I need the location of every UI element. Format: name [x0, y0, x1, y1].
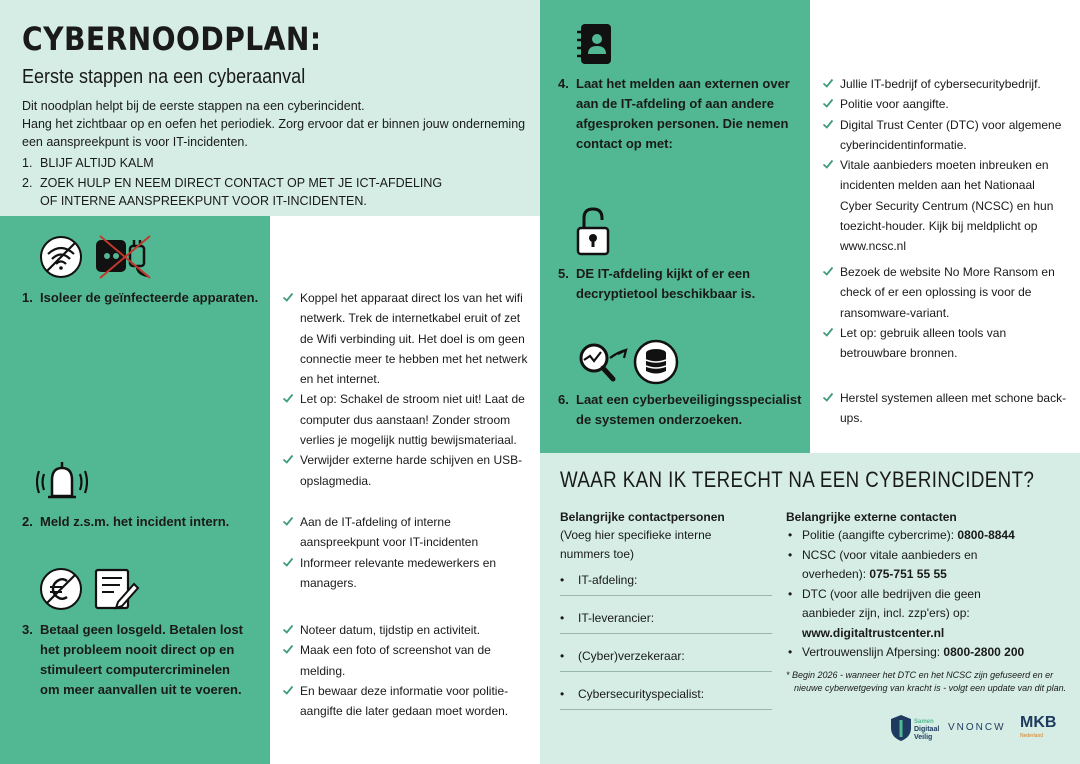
list-item: Koppel het apparaat direct los van het wifi netwerk. Trek de internetkabel eruit of zet de Wifi verbinding uit. Het doel is om geen connectie meer te hebben met het netwerk en het internet.	[280, 288, 530, 389]
page-subtitle: Eerste stappen na een cyberaanval	[22, 66, 306, 88]
step-title-line: stimuleert computercriminelen	[40, 662, 230, 677]
step-number: 3.	[22, 622, 33, 637]
bullet-icon: •	[560, 687, 565, 701]
check-icon	[282, 515, 294, 527]
step-2-checklist	[280, 512, 530, 593]
check-icon	[282, 643, 294, 655]
no-wifi-icon	[38, 234, 84, 280]
step-title: Isoleer de geïnfecteerde apparaten.	[40, 290, 259, 305]
step-3-checklist	[280, 620, 530, 721]
rule-stay-calm	[22, 154, 154, 172]
step-title: DE IT-afdeling kijkt of er een	[576, 266, 751, 281]
step-title-line: decryptietool beschikbaar is.	[576, 286, 756, 301]
list-item: Jullie IT-bedrijf of cybersecuritybedrijf.	[820, 74, 1070, 94]
step-number: 2.	[22, 514, 33, 529]
mkb-nederland-logo: MKB Nederland	[1020, 714, 1057, 739]
external-contacts-title: Belangrijke externe contacten	[786, 510, 957, 524]
step-6-checklist	[820, 388, 1070, 429]
intro-line-2: Hang het zichtbaar op en oefen het periodiek. Zorg ervoor dat er binnen jouw onderneming	[22, 117, 526, 131]
list-item: Maak een foto of screenshot van de melding.	[280, 640, 530, 681]
check-icon	[822, 158, 834, 170]
list-item: Verwijder externe harde schijven en USB-opslagmedia.	[280, 450, 530, 491]
list-item: Politie voor aangifte.	[820, 94, 1070, 114]
step-3-heading	[22, 620, 267, 700]
check-icon	[282, 392, 294, 404]
step-5-checklist	[820, 262, 1070, 363]
check-icon	[822, 326, 834, 338]
internal-contacts-title: Belangrijke contactpersonen	[560, 510, 725, 524]
magnifier-analysis-icon	[574, 338, 628, 384]
step-number: 4.	[558, 76, 569, 91]
bullet-icon: •	[560, 573, 565, 587]
step-title-line: de systemen onderzoeken.	[576, 412, 743, 427]
intro-text	[22, 97, 532, 151]
step-number: 5.	[558, 266, 569, 281]
step-5-heading	[558, 264, 803, 304]
dtc-website-link[interactable]: www.digitaltrustcenter.nl	[802, 625, 945, 640]
contact-line-it-supplier[interactable]: • IT-leverancier:	[560, 596, 772, 634]
internal-contacts-note: (Voeg hier specifieke interne	[560, 528, 712, 542]
check-icon	[282, 623, 294, 635]
list-item: Aan de IT-afdeling of interne aanspreekpunt voor IT-incidenten	[280, 512, 530, 553]
contact-line-it-department[interactable]: • IT-afdeling:	[560, 564, 772, 596]
check-icon	[822, 391, 834, 403]
step-title: Betaal geen losgeld. Betalen lost	[40, 622, 243, 637]
step-title-line: aan de IT-afdeling of aan andere	[576, 96, 774, 111]
step-title-line: contact op met:	[576, 136, 673, 151]
check-icon	[822, 97, 834, 109]
check-icon	[822, 118, 834, 130]
database-restore-icon	[632, 338, 680, 386]
step-4-checklist	[820, 74, 1070, 257]
shield-icon	[890, 714, 912, 742]
step-1-checklist	[280, 288, 530, 491]
internal-contacts	[560, 508, 772, 710]
step-4-heading	[558, 74, 803, 154]
step-6-heading	[558, 390, 803, 430]
unplug-icon	[94, 232, 154, 280]
list-item: • NCSC (voor vitale aanbieders en overheden): 075-751 55 55	[786, 546, 1076, 585]
note-writing-icon	[94, 566, 140, 612]
list-item: • DTC (voor alle bedrijven die geen aanbieder zijn, incl. zzp'ers) op: www.digitaltrustcenter.nl	[786, 585, 1076, 644]
check-icon	[282, 291, 294, 303]
internal-contacts-note: nummers toe)	[560, 547, 635, 561]
list-item: • Vertrouwenslijn Afpersing: 0800-2800 200	[786, 643, 1076, 663]
list-item: Informeer relevante medewerkers en managers.	[280, 553, 530, 594]
step-number: 1.	[22, 290, 33, 305]
rule-seek-help	[22, 174, 442, 210]
alarm-bell-icon	[36, 458, 88, 506]
step-2-heading	[22, 512, 267, 532]
step-title: Laat een cyberbeveiligingsspecialist	[576, 392, 802, 407]
step-title-line: om meer aanvallen uit te voeren.	[40, 682, 242, 697]
step-title: Laat het melden aan externen over	[576, 76, 790, 91]
check-icon	[282, 556, 294, 568]
list-item: Herstel systemen alleen met schone back-ups.	[820, 388, 1070, 429]
list-item: • Politie (aangifte cybercrime): 0800-8844	[786, 526, 1076, 546]
vno-ncw-logo: VNONCW	[948, 722, 1006, 733]
list-item: Digital Trust Center (DTC) voor algemene cyberincidentinformatie.	[820, 115, 1070, 156]
list-item: Let op: gebruik alleen tools van betrouwbare bronnen.	[820, 323, 1070, 364]
ncsc-phone: 075-751 55 55	[869, 567, 947, 581]
external-contacts	[786, 508, 1076, 695]
step-title: Meld z.s.m. het incident intern.	[40, 514, 230, 529]
rule-number: 2.	[22, 176, 33, 190]
step-1-heading	[22, 288, 267, 308]
rule-number: 1.	[22, 156, 33, 170]
external-contacts-list	[786, 526, 1076, 663]
list-item: En bewaar deze informatie voor politie-aangifte die later gedaan moet worden.	[280, 681, 530, 722]
intro-line-3: een aanspreekpunt is voor IT-incidenten.	[22, 135, 248, 149]
extortion-phone: 0800-2800 200	[943, 645, 1025, 659]
list-item: Noteer datum, tijdstip en activiteit.	[280, 620, 530, 640]
unlocked-padlock-icon	[576, 206, 610, 256]
check-icon	[282, 453, 294, 465]
police-phone: 0800-8844	[957, 528, 1015, 542]
where-heading: WAAR KAN IK TERECHT NA EEN CYBERINCIDENT?	[560, 467, 1035, 492]
rule-text: ZOEK HULP EN NEEM DIRECT CONTACT OP MET JE ICT-AFDELING	[40, 176, 443, 190]
footnote: * Begin 2026 - wanneer het DTC en het NCSC zijn gefuseerd en er nieuwe cyberwetgeving van kracht is - volgt een update van dit plan.	[786, 669, 1067, 693]
check-icon	[822, 77, 834, 89]
samen-digitaal-veilig-logo: Samen Digitaal Veilig	[890, 714, 940, 744]
rule-text-continued: OF INTERNE AANSPREEKPUNT VOOR IT-INCIDENTEN.	[40, 194, 367, 208]
bullet-icon: •	[560, 649, 565, 663]
check-icon	[282, 684, 294, 696]
check-icon	[822, 265, 834, 277]
rule-text: BLIJF ALTIJD KALM	[40, 156, 154, 170]
step-title-line: afgesproken personen. Die nemen	[576, 116, 789, 131]
bullet-icon: •	[560, 611, 565, 625]
no-euro-icon	[38, 566, 84, 612]
step-number: 6.	[558, 392, 569, 407]
list-item: Bezoek de website No More Ransom en check of er een oplossing is voor de ransomware-variant.	[820, 262, 1070, 323]
intro-line-1: Dit noodplan helpt bij de eerste stappen na een cyberincident.	[22, 99, 365, 113]
page-title: CYBERNOODPLAN:	[22, 20, 322, 58]
contact-book-icon	[576, 22, 614, 66]
contact-line-insurer[interactable]: • (Cyber)verzekeraar:	[560, 634, 772, 672]
list-item: Vitale aanbieders moeten inbreuken en incidenten melden aan het Nationaal Cyber Security Centrum (NCSC) en hun toezicht-houder. Kijk bij meldplicht op www.ncsc.nl	[820, 155, 1070, 256]
contact-line-security-specialist[interactable]: • Cybersecurityspecialist:	[560, 672, 772, 710]
list-item: Let op: Schakel de stroom niet uit! Laat de computer dus aanstaan! Zonder stroom verlies je mogelijk nuttig bewijsmateriaal.	[280, 389, 530, 450]
step-title-line: het probleem nooit direct op en	[40, 642, 235, 657]
